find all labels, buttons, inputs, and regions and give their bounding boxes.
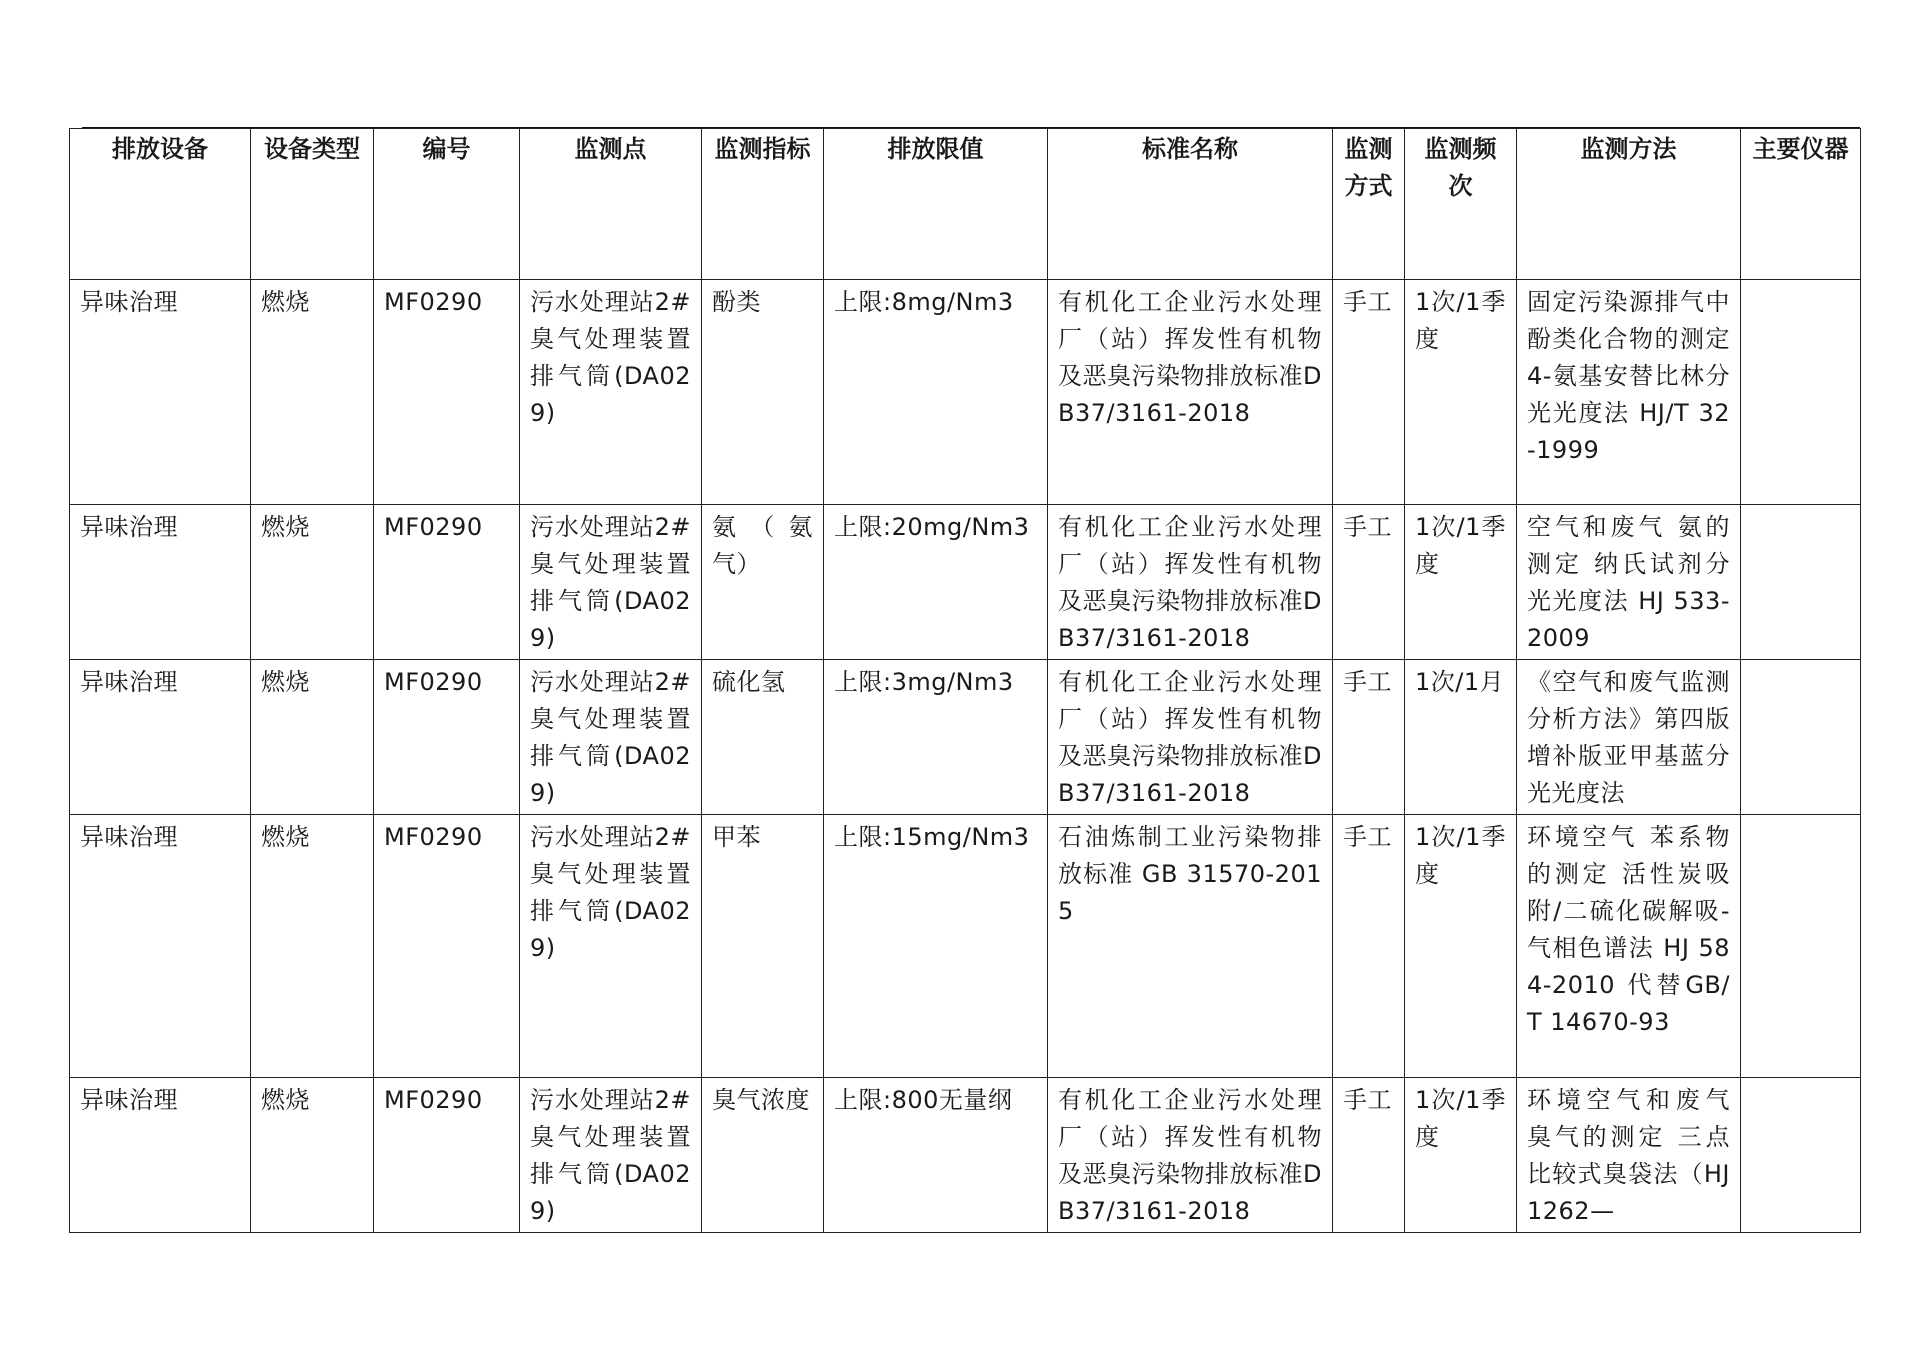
cell-instrument	[1741, 660, 1861, 815]
cell-standard: 有机化工企业污水处理厂（站）挥发性有机物及恶臭污染物排放标准DB37/3161-2018	[1048, 1078, 1333, 1233]
cell-point: 污水处理站2#臭气处理装置排气筒(DA029)	[520, 660, 702, 815]
cell-point: 污水处理站2#臭气处理装置排气筒(DA029)	[520, 815, 702, 1078]
header-instrument: 主要仪器	[1741, 129, 1861, 280]
cell-frequency: 1次/1季度	[1405, 280, 1517, 505]
cell-type: 燃烧	[251, 1078, 374, 1233]
header-frequency: 监测频次	[1405, 129, 1517, 280]
cell-equipment: 异味治理	[70, 660, 251, 815]
cell-frequency: 1次/1季度	[1405, 815, 1517, 1078]
cell-instrument	[1741, 505, 1861, 660]
header-type: 设备类型	[251, 129, 374, 280]
cell-equipment: 异味治理	[70, 1078, 251, 1233]
cell-method: 固定污染源排气中酚类化合物的测定 4-氨基安替比林分光光度法 HJ/T 32-1999	[1517, 280, 1741, 505]
cell-indicator: 臭气浓度	[702, 1078, 824, 1233]
header-equipment: 排放设备	[70, 129, 251, 280]
table-header-row	[70, 129, 1861, 280]
cell-indicator: 酚类	[702, 280, 824, 505]
header-limit: 排放限值	[824, 129, 1048, 280]
cell-mode: 手工	[1333, 1078, 1405, 1233]
cell-code: MF0290	[374, 815, 520, 1078]
cell-indicator: 甲苯	[702, 815, 824, 1078]
cell-limit: 上限:15mg/Nm3	[824, 815, 1048, 1078]
table-row	[70, 1078, 1861, 1233]
cell-code: MF0290	[374, 505, 520, 660]
cell-frequency: 1次/1季度	[1405, 1078, 1517, 1233]
cell-method: 空气和废气 氨的测定 纳氏试剂分光光度法 HJ 533-2009	[1517, 505, 1741, 660]
header-method: 监测方法	[1517, 129, 1741, 280]
cell-mode: 手工	[1333, 505, 1405, 660]
header-point: 监测点	[520, 129, 702, 280]
cell-equipment: 异味治理	[70, 505, 251, 660]
cell-equipment: 异味治理	[70, 815, 251, 1078]
header-standard: 标准名称	[1048, 129, 1333, 280]
cell-point: 污水处理站2#臭气处理装置排气筒(DA029)	[520, 280, 702, 505]
monitoring-table	[69, 128, 1861, 1233]
table-row	[70, 815, 1861, 1078]
cell-indicator: 氨（氨气）	[702, 505, 824, 660]
cell-code: MF0290	[374, 280, 520, 505]
table-row	[70, 280, 1861, 505]
cell-limit: 上限:3mg/Nm3	[824, 660, 1048, 815]
header-mode: 监测方式	[1333, 129, 1405, 280]
cell-limit: 上限:8mg/Nm3	[824, 280, 1048, 505]
cell-type: 燃烧	[251, 660, 374, 815]
cell-frequency: 1次/1月	[1405, 660, 1517, 815]
table-row	[70, 505, 1861, 660]
cell-point: 污水处理站2#臭气处理装置排气筒(DA029)	[520, 505, 702, 660]
cell-method: 环境空气和废气 臭气的测定 三点比较式臭袋法（HJ 1262—	[1517, 1078, 1741, 1233]
table-row	[70, 660, 1861, 815]
cell-mode: 手工	[1333, 280, 1405, 505]
header-code: 编号	[374, 129, 520, 280]
cell-type: 燃烧	[251, 280, 374, 505]
cell-instrument	[1741, 815, 1861, 1078]
cell-point: 污水处理站2#臭气处理装置排气筒(DA029)	[520, 1078, 702, 1233]
cell-standard: 有机化工企业污水处理厂（站）挥发性有机物及恶臭污染物排放标准DB37/3161-2018	[1048, 280, 1333, 505]
cell-instrument	[1741, 280, 1861, 505]
cell-standard: 有机化工企业污水处理厂（站）挥发性有机物及恶臭污染物排放标准DB37/3161-2018	[1048, 505, 1333, 660]
cell-mode: 手工	[1333, 815, 1405, 1078]
cell-limit: 上限:800无量纲	[824, 1078, 1048, 1233]
cell-method: 《空气和废气监测分析方法》第四版增补版亚甲基蓝分光光度法	[1517, 660, 1741, 815]
cell-limit: 上限:20mg/Nm3	[824, 505, 1048, 660]
cell-type: 燃烧	[251, 505, 374, 660]
cell-indicator: 硫化氢	[702, 660, 824, 815]
cell-frequency: 1次/1季度	[1405, 505, 1517, 660]
header-indicator: 监测指标	[702, 129, 824, 280]
cell-instrument	[1741, 1078, 1861, 1233]
cell-method: 环境空气 苯系物的测定 活性炭吸附/二硫化碳解吸-气相色谱法 HJ 584-2010 代替GB/T 14670-93	[1517, 815, 1741, 1078]
cell-equipment: 异味治理	[70, 280, 251, 505]
cell-standard: 有机化工企业污水处理厂（站）挥发性有机物及恶臭污染物排放标准DB37/3161-2018	[1048, 660, 1333, 815]
cell-type: 燃烧	[251, 815, 374, 1078]
cell-code: MF0290	[374, 1078, 520, 1233]
cell-mode: 手工	[1333, 660, 1405, 815]
cell-standard: 石油炼制工业污染物排放标准 GB 31570-2015	[1048, 815, 1333, 1078]
cell-code: MF0290	[374, 660, 520, 815]
